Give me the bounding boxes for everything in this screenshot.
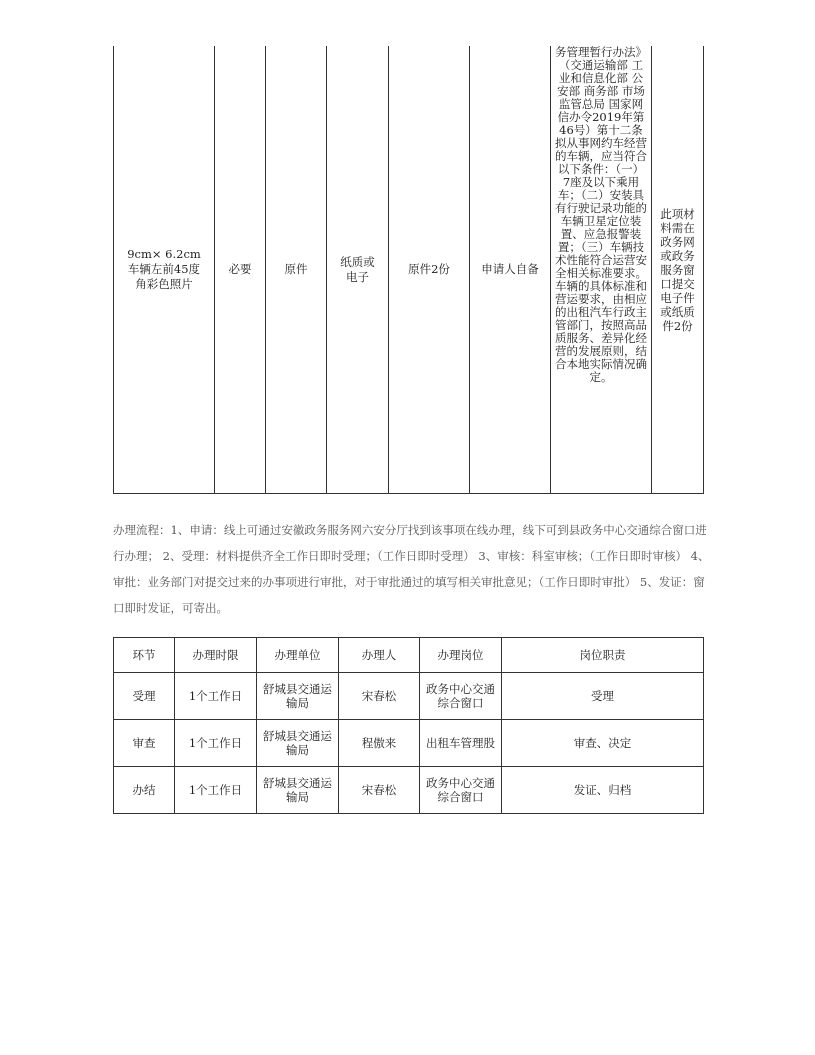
source-label: 申请人自备: [481, 262, 539, 276]
form-label: 纸质或电子: [340, 254, 375, 284]
table-cell: 审查、决定: [502, 720, 704, 767]
material-row: [114, 46, 704, 494]
form-cell: [327, 46, 389, 494]
table-cell: 舒城县交通运输局: [257, 767, 339, 814]
header-cell: 办理单位: [257, 638, 339, 673]
table-cell: 发证、归档: [502, 767, 704, 814]
required-label: 必要: [228, 262, 252, 276]
basis-text: 务管理暂行办法》（交通运输部 工业和信息化部 公安部 商务部 市场监管总局 国家网信办令2019年第46号）第十二条 拟从事网约车经营的车辆，应当符合以下条件：（一）7座及以下乘用车；（二）安装具有行驶记录功能的车辆卫星定位装置、应急报警装置；（三）车辆技术性能符合运营安全相关标准要求。车辆的具体标准和营运要求，由相应的出租汽车行政主管部门，按照高品质服务、差异化经营的发展原则，结合本地实际情况确定。: [555, 45, 655, 384]
basis-cell: [551, 45, 655, 494]
material-name: 9cm× 6.2cm车辆左前45度角彩色照片: [127, 247, 201, 291]
table-cell: 政务中心交通综合窗口: [420, 767, 502, 814]
table-cell: 程傲来: [339, 720, 420, 767]
original-copy-cell: [266, 46, 327, 494]
material-table: [113, 46, 704, 494]
header-cell: 岗位职责: [502, 638, 704, 673]
header-cell: 办理岗位: [420, 638, 502, 673]
count-label: 原件2份: [408, 262, 450, 276]
process-description: 办理流程：1、申请：线上可通过安徽政务服务网六安分厅找到该事项在线办理，线下可到县政务中心交通综合窗口进行办理； 2、受理：材料提供齐全工作日即时受理；（工作日即时受理） 3、审核：科室审核；（工作日即时审核） 4、审批：业务部门对提交过来的办事项进行审批，对于审批通过的填写相关审批意见；（工作日即时审批） 5、发证：窗口即时发证，可寄出。: [113, 523, 710, 615]
header-cell: 办理时限: [175, 638, 257, 673]
required-cell: [215, 46, 266, 494]
table-row: [114, 767, 704, 814]
material-name-cell: [114, 46, 215, 494]
staff-table: [113, 637, 704, 814]
table-cell: 舒城县交通运输局: [257, 720, 339, 767]
table-cell: 办结: [114, 767, 175, 814]
table-row: [114, 720, 704, 767]
staff-table-header: [114, 638, 704, 673]
table-cell: 舒城县交通运输局: [257, 673, 339, 720]
remark-text: 此项材料需在政务网或政务服务窗口提交电子件或纸质件2份: [660, 206, 695, 333]
table-cell: 1个工作日: [175, 673, 257, 720]
table-cell: 政务中心交通综合窗口: [420, 673, 502, 720]
table-cell: 出租车管理股: [420, 720, 502, 767]
table-cell: 宋春松: [339, 673, 420, 720]
original-copy-label: 原件: [284, 262, 308, 276]
remark-cell: [652, 46, 704, 494]
table-cell: 受理: [502, 673, 704, 720]
table-row: [114, 673, 704, 720]
header-cell: 办理人: [339, 638, 420, 673]
table-cell: 受理: [114, 673, 175, 720]
count-cell: [389, 46, 470, 494]
source-cell: [470, 46, 551, 494]
table-cell: 宋春松: [339, 767, 420, 814]
table-cell: 审查: [114, 720, 175, 767]
table-cell: 1个工作日: [175, 720, 257, 767]
header-cell: 环节: [114, 638, 175, 673]
table-cell: 1个工作日: [175, 767, 257, 814]
